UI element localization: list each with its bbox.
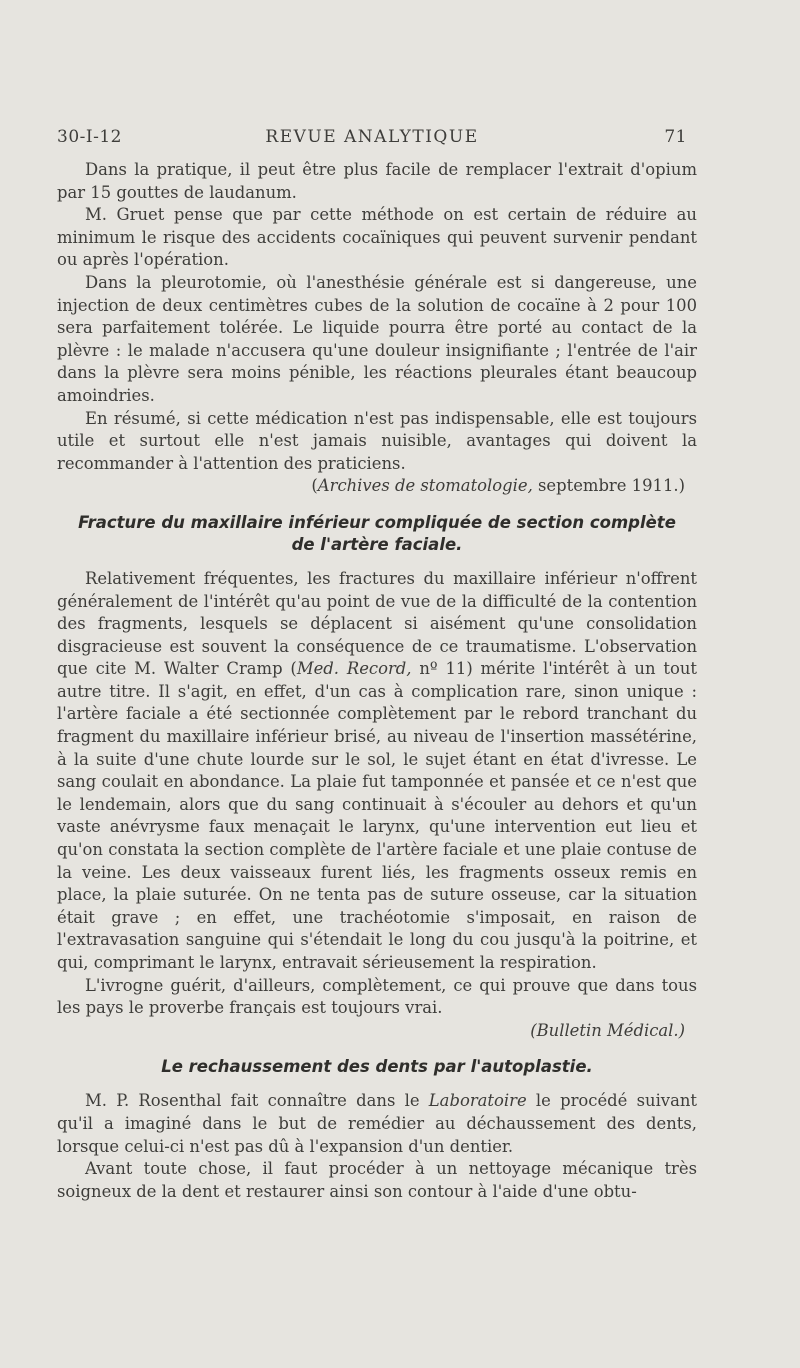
journal-ref: Med. Record, bbox=[296, 659, 412, 679]
paragraph: En résumé, si cette médication n'est pas indispensable, elle est toujours utile et surtout elle n'est jamais nuisible, avantages qui doivent la recommander à l'attention des praticiens. bbox=[57, 408, 697, 473]
article-title-fracture bbox=[57, 512, 697, 556]
paragraph: Dans la pratique, il peut être plus facile de remplacer l'extrait d'opium par 15 gouttes de laudanum. bbox=[57, 160, 697, 202]
title-line-2: de l'artère faciale. bbox=[291, 534, 463, 554]
title-line-1: Fracture du maxillaire inférieur compliquée de section complète bbox=[78, 512, 676, 532]
text-run: nº 11) mérite l'intérêt à un tout autre titre. Il s'agit, en effet, d'un cas à complication rare, sinon unique : l'artère faciale a été sectionnée complètement par le rebord tranchant du fragment du maxillaire inférieur brisé, au niveau de l'insertion massétérine, à la suite d'une chute lourde sur le sol, le sujet étant en état d'ivresse. Le sang coulait en abondance. La plaie fut tamponnée et pansée et ce n'est que le lendemain, alors que du sang continuait à s'écouler au dehors et qu'un vaste anévrysme faux menaçait le larynx, qu'une intervention eut lieu et qu'on constata la section complète de l'artère faciale et une plaie contuse de la veine. Les deux vaisseaux furent liés, les fragments osseux remis en place, la plaie suturée. On ne tenta pas de suture osseuse, car la situation était grave ; en effet, une trachéotomie s'imposait, en raison de l'extravasation sanguine qui s'étendait le long du cou jusqu'à la poitrine, et qui, comprimant le larynx, entravait sérieusement la respiration. bbox=[57, 659, 697, 972]
journal-title: REVUE ANALYTIQUE bbox=[265, 127, 479, 147]
journal-ref: Laboratoire bbox=[428, 1091, 527, 1111]
citation-date: septembre 1911.) bbox=[532, 476, 685, 496]
source-citation: (Bulletin Médical.) bbox=[530, 1020, 685, 1040]
paragraph: M. Gruet pense que par cette méthode on est certain de réduire au minimum le risque des accidents cocaïniques qui peuvent survenir pendant ou après l'opération. bbox=[57, 205, 697, 270]
article-body bbox=[57, 159, 697, 1203]
text-run: Relativement fréquentes, les fractures du maxillaire inférieur n'offrent généralement de l'intérêt qu'au point de vue de la difficulté de la contention des fragments, lesquels se déplacent si aisément qu'une consolidation disgracieuse est souvent la conséquence de ce traumatisme. L'observation que cite M. Walter Cramp ( bbox=[57, 568, 697, 679]
citation-journal: Archives de stomatologie, bbox=[317, 476, 533, 496]
paragraph: Dans la pleurotomie, où l'anesthésie générale est si dangereuse, une injection de deux centimètres cubes de la solution de cocaïne à 2 pour 100 sera parfaitement tolérée. Le liquide pourra être porté au contact de la plèvre : le malade n'accusera qu'une douleur insignifiante ; l'entrée de l'air dans la plèvre sera moins pénible, les réactions pleurales étant beaucoup amoindries. bbox=[57, 272, 697, 405]
citation bbox=[57, 475, 697, 498]
citation-open: ( bbox=[311, 476, 318, 496]
text-run: M. P. Rosenthal fait connaître dans le bbox=[85, 1091, 429, 1111]
paragraph bbox=[57, 1090, 697, 1158]
paragraph bbox=[57, 568, 697, 975]
paragraph: Avant toute chose, il faut procéder à un nettoyage mécanique très soigneux de la dent et restaurer ainsi son contour à l'aide d'une obtu- bbox=[57, 1159, 697, 1201]
page-number: 71 bbox=[664, 127, 687, 147]
paragraph: L'ivrogne guérit, d'ailleurs, complètement, ce qui prouve que dans tous les pays le proverbe français est toujours vrai. bbox=[57, 975, 697, 1018]
text-run: le procédé suivant qu'il a imaginé dans le but de remédier au déchaussement des dents, lorsque celui-ci n'est pas dû à l'expansion d'un dentier. bbox=[57, 1091, 697, 1156]
title-line: Le rechaussement des dents par l'autoplastie. bbox=[161, 1057, 593, 1077]
issue-date: 30-I-12 bbox=[57, 127, 122, 147]
article-title-rechaussement bbox=[57, 1056, 697, 1078]
